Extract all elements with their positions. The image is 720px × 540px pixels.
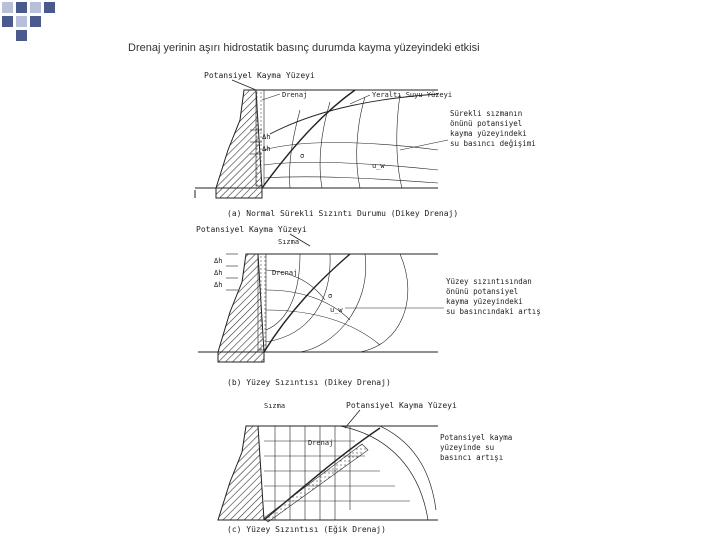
panel-b-uw: u_w	[330, 306, 343, 314]
panel-b-note-2: önünü potansiyel	[446, 287, 519, 296]
panel-c-note-2: yüzeyinde su	[440, 443, 495, 452]
panel-c-drain-label: Drenaj	[308, 439, 334, 447]
panel-b-sigma: σ	[328, 292, 333, 300]
panel-b-dh3: Δh	[214, 281, 223, 289]
panel-a-uw: u_w	[372, 162, 385, 170]
panel-c	[218, 401, 512, 534]
panel-a-top-label: Potansiyel Kayma Yüzeyi	[204, 71, 315, 80]
panel-a-drain-label: Drenaj	[282, 91, 308, 99]
panel-a-sigma: σ	[300, 152, 305, 160]
panel-a-dh2: Δh	[262, 145, 271, 153]
panel-c-note-1: Potansiyel kayma	[440, 433, 513, 442]
panel-c-note-3: basıncı artışı	[440, 453, 504, 462]
retaining-wall-b	[218, 254, 264, 352]
drain-b	[258, 254, 266, 350]
panel-b-note-4: su basıncındaki artış	[446, 307, 541, 316]
panel-a-note-1: Sürekli sızmanın	[450, 109, 523, 118]
panel-b-seepage-label: Sızma	[278, 238, 300, 246]
panel-b	[196, 225, 541, 387]
slide-title: Drenaj yerinin aşırı hidrostatik basınç durumda kayma yüzeyindeki etkisi	[128, 42, 480, 54]
panel-a-note-3: kayma yüzeyindeki	[450, 129, 527, 138]
panel-c-top-label: Potansiyel Kayma Yüzeyi	[346, 401, 457, 410]
panel-a-water-label: Yeraltı Suyu Yüzeyi	[372, 91, 453, 99]
panel-b-dh2: Δh	[214, 269, 223, 277]
panel-a-note-4: su basıncı değişimi	[450, 139, 536, 148]
panel-b-caption: (b) Yüzey Sızıntısı (Dikey Drenaj)	[227, 378, 391, 387]
panel-c-caption: (c) Yüzey Sızıntısı (Eğik Drenaj)	[227, 525, 386, 534]
panel-b-note-3: kayma yüzeyindeki	[446, 297, 523, 306]
retaining-wall-c	[218, 426, 264, 520]
panel-a-note-2: önünü potansiyel	[450, 119, 523, 128]
panel-b-note-1: Yüzey sızıntısından	[446, 277, 532, 286]
panel-c-seepage-label: Sızma	[264, 402, 286, 410]
panel-a	[195, 71, 536, 218]
panel-a-dh1: Δh	[262, 133, 271, 141]
panel-b-drain-label: Drenaj	[272, 269, 298, 277]
panel-b-top-label: Potansiyel Kayma Yüzeyi	[196, 225, 307, 234]
retaining-wall-a	[216, 90, 262, 188]
slip-surface-a	[262, 90, 355, 188]
panel-b-dh1: Δh	[214, 257, 223, 265]
panel-a-caption: (a) Normal Sürekli Sızıntı Durumu (Dikey Drenaj)	[227, 209, 459, 218]
